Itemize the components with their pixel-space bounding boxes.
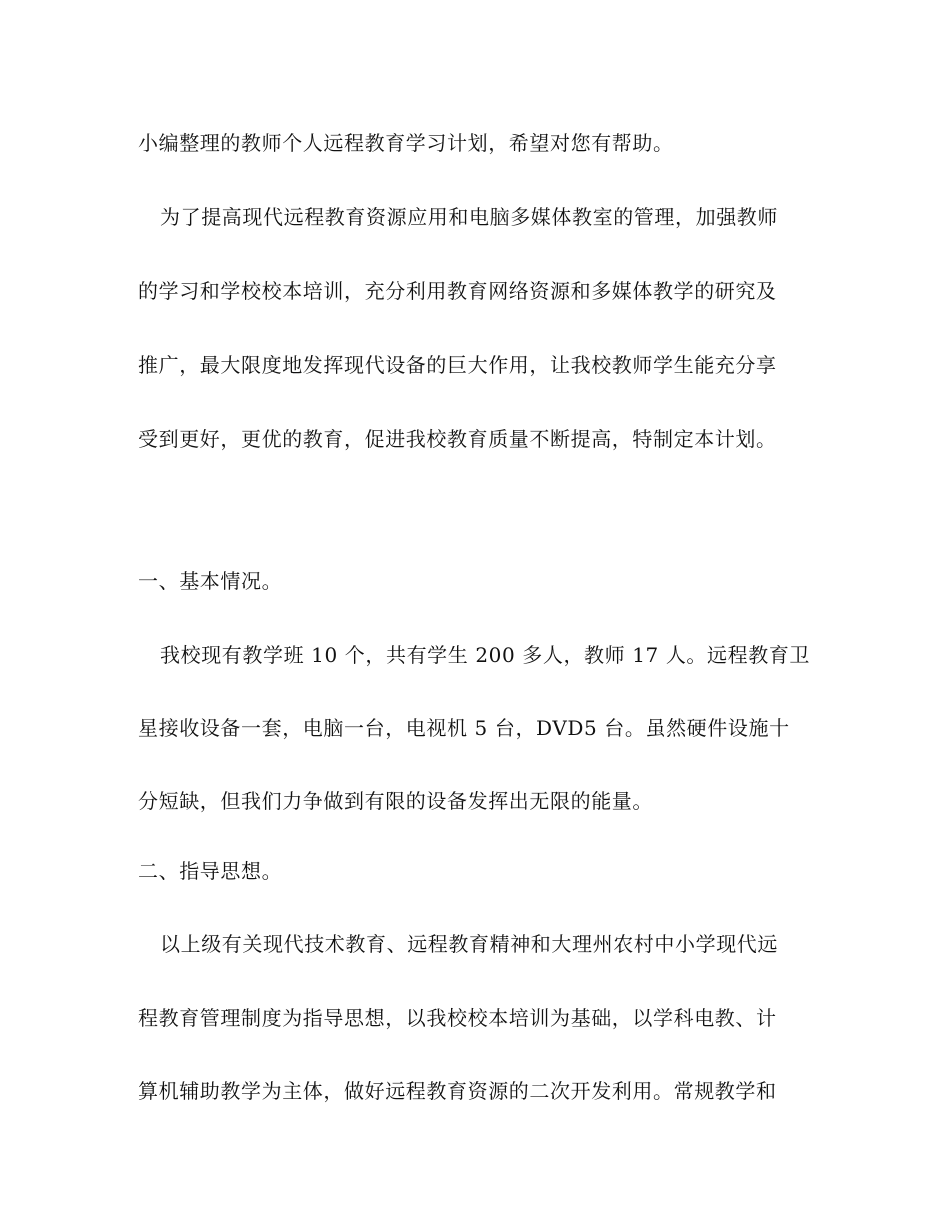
paragraph-line: 为了提高现代远程教育资源应用和电脑多媒体教室的管理，加强教师 (160, 205, 778, 229)
section-heading-guiding: 二、指导思想。 (138, 859, 283, 883)
section-heading-basic: 一、基本情况。 (138, 569, 283, 593)
paragraph-line: 以上级有关现代技术教育、远程教育精神和大理州农村中小学现代远 (160, 932, 778, 956)
paragraph-line: 的学习和学校校本培训，充分利用教育网络资源和多媒体教学的研究及 (138, 279, 777, 303)
intro-line: 小编整理的教师个人远程教育学习计划，希望对您有帮助。 (138, 131, 674, 155)
paragraph-line: 我校现有教学班 10 个，共有学生 200 多人，教师 17 人。远程教育卫 (160, 643, 811, 667)
paragraph-line: 推广，最大限度地发挥现代设备的巨大作用，让我校教师学生能充分享 (138, 353, 777, 377)
paragraph-line: 算机辅助教学为主体，做好远程教育资源的二次开发利用。常规教学和 (138, 1079, 777, 1103)
paragraph-line: 分短缺，但我们力争做到有限的设备发挥出无限的能量。 (138, 789, 653, 813)
paragraph-line: 星接收设备一套，电脑一台，电视机 5 台，DVD5 台。虽然硬件设施十 (138, 716, 790, 740)
paragraph-line: 程教育管理制度为指导思想，以我校校本培训为基础，以学科电教、计 (138, 1006, 777, 1030)
paragraph-line: 受到更好，更优的教育，促进我校教育质量不断提高，特制定本计划。 (138, 427, 777, 451)
